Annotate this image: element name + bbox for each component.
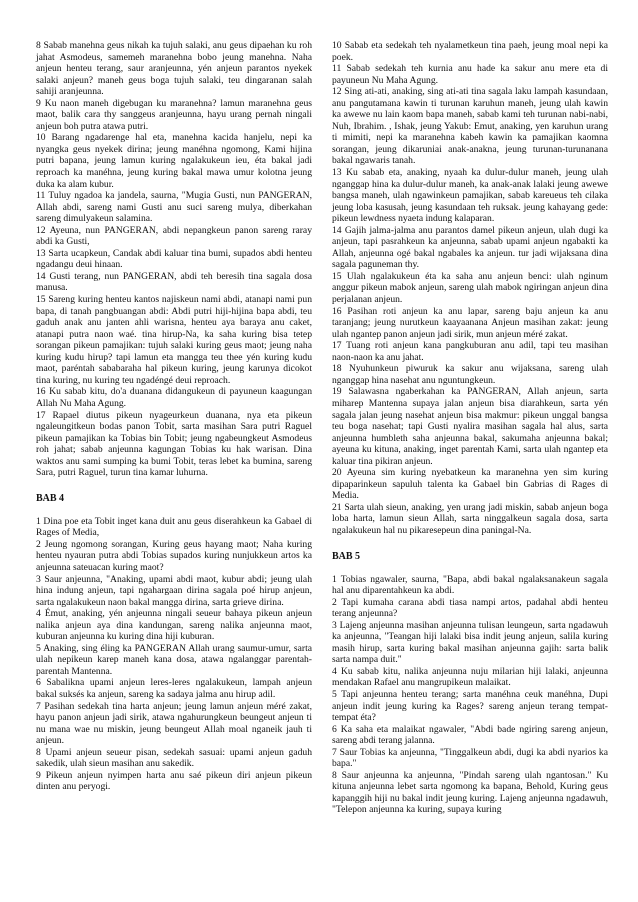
verse-paragraph: 7 Saur Tobias ka anjeunna, "Tinggalkeun abdi, dugi ka abdi nyarios ka bapa." — [332, 746, 608, 770]
left-column — [36, 40, 312, 882]
verse-paragraph: 2 Tapi kumaha carana abdi tiasa nampi artos, padahal abdi henteu terang anjeunna? — [332, 596, 608, 620]
verse-paragraph: 13 Ku sabab eta, anaking, nyaah ka dulur-dulur maneh, jeung ulah nganggap hina ka dulur-dulur maneh, ka anak-anak lalaki jeung awewe bangsa maneh, ulah ngawinkeun pamajikan, sabab kareueus teh cilaka jeung loba kasusah, jeung kasundaan teh ruksak. jeung kahayang gede: pikeun lewdness nyaeta indung kalaparan. — [332, 167, 608, 225]
verse-paragraph: 14 Gusti terang, nun PANGERAN, abdi teh beresih tina sagala dosa manusa. — [36, 270, 312, 294]
verse-paragraph: 1 Tobias ngawaler, saurna, "Bapa, abdi bakal ngalaksanakeun sagala hal anu diparentahkeun ka abdi. — [332, 573, 608, 597]
verse-paragraph: 2 Jeung ngomong sorangan, Kuring geus hayang maot; Naha kuring henteu nyauran putra abdi Tobias supados kuring nunjukkeun artos ka anjeunna sateuacan kuring maot? — [36, 538, 312, 573]
verse-paragraph: 9 Pikeun anjeun nyimpen harta anu saé pikeun diri anjeun pikeun dinten anu peryogi. — [36, 769, 312, 793]
verse-paragraph: 1 Dina poe eta Tobit inget kana duit anu geus diserahkeun ka Gabael di Rages of Media, — [36, 515, 312, 539]
verse-paragraph: 19 Salawasna ngaberkahan ka PANGERAN, Allah anjeun, sarta miharep Mantenna supaya jalan anjeun bisa diarahkeun, sarta yén sagala jalan jeung nasehat anjeun bisa makmur: pikeun unggal bangsa teu boga nasehat; tapi Gusti nyalira masihan sagala hal alus, sarta anjeunna humbleth saha anjeunna bakal, sakumaha anjeunna bakal; ayeuna ku kituna, anaking, inget parentah Kami, sarta ulah ngantep eta kaluar tina pikiran anjeun. — [332, 386, 608, 467]
verse-paragraph: 8 Saur anjeunna ka anjeunna, "Pindah sareng ulah ngantosan." Ku kituna anjeunna lebet sarta ngomong ka bapana, Behold, Kuring geus kapanggih hiji nu bakal indit jeung kuring. Lajeng anjeunna ngadawuh, "Telepon anjeunna ka kuring, supaya kuring — [332, 769, 608, 816]
chapter-heading: BAB 4 — [36, 492, 65, 504]
chapter-heading: BAB 5 — [332, 550, 361, 562]
verse-paragraph: 17 Rapael diutus pikeun nyageurkeun duanana, nya eta pikeun ngaleungitkeun bodas panon Tobit, sarta masihan Sara putri Raguel pikeun pamajikan ka Tobias bin Tobit; jeung ngabeungkeut Asmodeus roh jahat; sabab anjeunna kagungan Tobias ku hak warisan. Dina waktos anu sami sumping ka bumi Tobit, teras lebet ka bumina, sareng Sara, putri Raguel, turun tina kamar luhurna. — [36, 409, 312, 479]
verse-paragraph: 7 Pasihan sedekah tina harta anjeun; jeung lamun anjeun méré zakat, hayu panon anjeun jadi sirik, atawa ngahurungkeun beungeut anjeun ti nu mana wae nu miskin, jeung beungeut Allah moal nganeik jauh ti anjeun. — [36, 700, 312, 747]
verse-paragraph: 8 Sabab manehna geus nikah ka tujuh salaki, anu geus dipaehan ku roh jahat Asmodeus, samemeh maranehna bobo jeung manehna. Naha anjeun henteu terang, saur aranjeunna, yén anjeun parantos nyekek salaki anjeun? maneh geus boga tujuh salaki, teu dingaranan salah sahiji aranjeunna. — [36, 40, 312, 98]
verse-paragraph: 4 Ku sabab kitu, nalika anjeunna nuju milarian hiji lalaki, anjeunna mendakan Rafael anu mangrupikeun malaikat. — [332, 665, 608, 689]
verse-paragraph: 12 Sing ati-ati, anaking, sing ati-ati tina sagala laku lampah kasundaan, anu pangutamana kawin ti turunan karuhun maneh, jeung ulah kawin ka awewe nu lain kaom bapa maneh, sabab kami teh turunan nabi-nabi, Nuh, Ibrahim. , Ishak, jeung Yakub: Emut, anaking, yen karuhun urang ti mimiti, nepi ka maranehna kabeh kawin ka pamajikan kaomna sorangan, jeung dikaruniai anak-anakna, jeung turunan-turunanana bakal ngawaris tanah. — [332, 86, 608, 167]
verse-paragraph: 4 Émut, anaking, yén anjeunna ningali seueur bahaya pikeun anjeun nalika anjeun aya dina kandungan, sareng nalika anjeunna maot, kuburan anjeunna ku kuring dina hiji kuburan. — [36, 608, 312, 643]
verse-paragraph: 13 Sarta ucapkeun, Candak abdi kaluar tina bumi, supados abdi henteu ngadangu deui hinaan. — [36, 247, 312, 271]
right-column — [332, 40, 608, 882]
verse-paragraph: 12 Ayeuna, nun PANGERAN, abdi nepangkeun panon sareng raray abdi ka Gusti, — [36, 224, 312, 248]
verse-paragraph: 17 Tuang roti anjeun kana pangkuburan anu adil, tapi teu masihan naon-naon ka anu jahat. — [332, 340, 608, 363]
verse-paragraph: 8 Upami anjeun seueur pisan, sedekah sasuai: upami anjeun gaduh sakedik, ulah sieun masihan anu sakedik. — [36, 746, 312, 770]
verse-paragraph: 11 Sabab sedekah teh kurnia anu hade ka sakur anu mere eta di payuneun Nu Maha Agung. — [332, 63, 608, 86]
verse-paragraph: 11 Tuluy ngadoa ka jandela, saurna, "Mugia Gusti, nun PANGERAN, Allah abdi, sareng nami Gusti anu suci sareng mulya, diberkahan sareng dimulyakeun salamina. — [36, 190, 312, 225]
verse-paragraph: 9 Ku naon maneh digebugan ku maranehna? lamun maranehna geus maot, balik cara thy sanggeus aranjeunna, hayu urang pernah ningali anjeun boh putra atawa putri. — [36, 97, 312, 132]
verse-paragraph: 3 Lajeng anjeunna masihan anjeunna tulisan leungeun, sarta ngadawuh ka anjeunna, "Teangan hiji lalaki bisa indit jeung anjeun, salila kuring masih hirup, sarta kuring bakal masihan anjeunna gajih: sarta balik sarta nampa duit." — [332, 619, 608, 666]
verse-paragraph: 14 Gajih jalma-jalma anu parantos damel pikeun anjeun, ulah dugi ka anjeun, tapi pasrahkeun ka anjeunna, sabab upami anjeun ngabakti ka Allah, anjeunna ogé bakal ngabales ka anjeun. tur jadi wijaksana dina sagala paguneman thy. — [332, 224, 608, 271]
verse-paragraph: 15 Ulah ngalakukeun éta ka saha anu anjeun benci: ulah nginum anggur pikeun mabok anjeun, sareng ulah mabok ngiringan anjeun dina perjalanan anjeun. — [332, 270, 608, 306]
verse-paragraph: 10 Sabab eta sedekah teh nyalametkeun tina paeh, jeung moal nepi ka poek. — [332, 40, 608, 63]
verse-paragraph: 6 Sabalikna upami anjeun leres-leres ngalakukeun, lampah anjeun bakal suksés ka anjeun, sareng ka sadaya jalma anu hirup adil. — [36, 677, 312, 700]
verse-paragraph: 20 Ayeuna sim kuring nyebatkeun ka maranehna yen sim kuring dipaparinkeun sapuluh talenta ka Gabael bin Gabrias di Rages di Media. — [332, 467, 608, 502]
verse-paragraph: 10 Barang ngadarenge hal eta, manehna kacida hanjelu, nepi ka nyangka geus nyekek dirina; jeung manéhna ngomong, Kami hijina putri bapana, jeung lamun kuring ngalakukeun ieu, éta bakal jadi reproach ka manéhna, jeung kuring bakal mawa umur kolotna jeung duka ka alam kubur. — [36, 132, 312, 190]
verse-paragraph: 16 Ku sabab kitu, do'a duanana didangukeun di payuneun kaagungan Allah Nu Maha Agung. — [36, 386, 312, 409]
verse-paragraph: 5 Tapi anjeunna henteu terang; sarta manéhna ceuk manéhna, Dupi anjeun indit jeung kuring ka Rages? sareng anjeun terang tempat-tempat éta? — [332, 688, 608, 724]
verse-paragraph: 3 Saur anjeunna, "Anaking, upami abdi maot, kubur abdi; jeung ulah hina indung anjeun, tapi ngahargaan dirina sagala poé hirup anjeun, sarta ngalakukeun naon bakal mangga dirina, sarta grieve dirina. — [36, 573, 312, 608]
verse-paragraph: 5 Anaking, sing éling ka PANGERAN Allah urang saumur-umur, sarta ulah nepikeun karep maneh kana dosa, atawa ngalanggar parentah-parentah Mantenna. — [36, 642, 312, 677]
verse-paragraph: 16 Pasihan roti anjeun ka anu lapar, sareng baju anjeun ka anu taranjang; jeung nurutkeun kaayaanana Anjeun masihan zakat: jeung ulah ngantep panon anjeun jadi sirik, mun anjeun méré zakat. — [332, 305, 608, 340]
verse-paragraph: 15 Sareng kuring henteu kantos najiskeun nami abdi, atanapi nami pun bapa, di tanah pangbuangan abdi: Abdi putri hiji-hijina bapa abdi, teu gaduh anak anu janten ahli warisna, henteu aya baraya anu caket, atanapi putra naon waé. tina hirup-Na, ka saha kuring bisa tetep sorangan pikeun pamajikan: tujuh salaki kuring geus maot; jeung naha kuring kudu hirup? tapi lamun eta mangga teu thee yén kuring kudu maot, paréntah sababaraha hal pikeun kuring, jeung karunya dicokot tina kuring, nu kuring teu ngadéngé deui reproach. — [36, 294, 312, 386]
verse-paragraph: 18 Nyuhunkeun piwuruk ka sakur anu wijaksana, sareng ulah nganggap hina nasehat anu nguntungkeun. — [332, 363, 608, 386]
verse-paragraph: 6 Ka saha eta malaikat ngawaler, "Abdi bade ngiring sareng anjeun, sareng abdi terang jalanna. — [332, 723, 608, 747]
verse-paragraph: 21 Sarta ulah sieun, anaking, yen urang jadi miskin, sabab anjeun boga loba harta, lamun sieun Allah, sarta ninggalkeun sagala dosa, sarta ngalakukeun hal nu pikaresepeun dina paningal-Na. — [332, 501, 608, 536]
